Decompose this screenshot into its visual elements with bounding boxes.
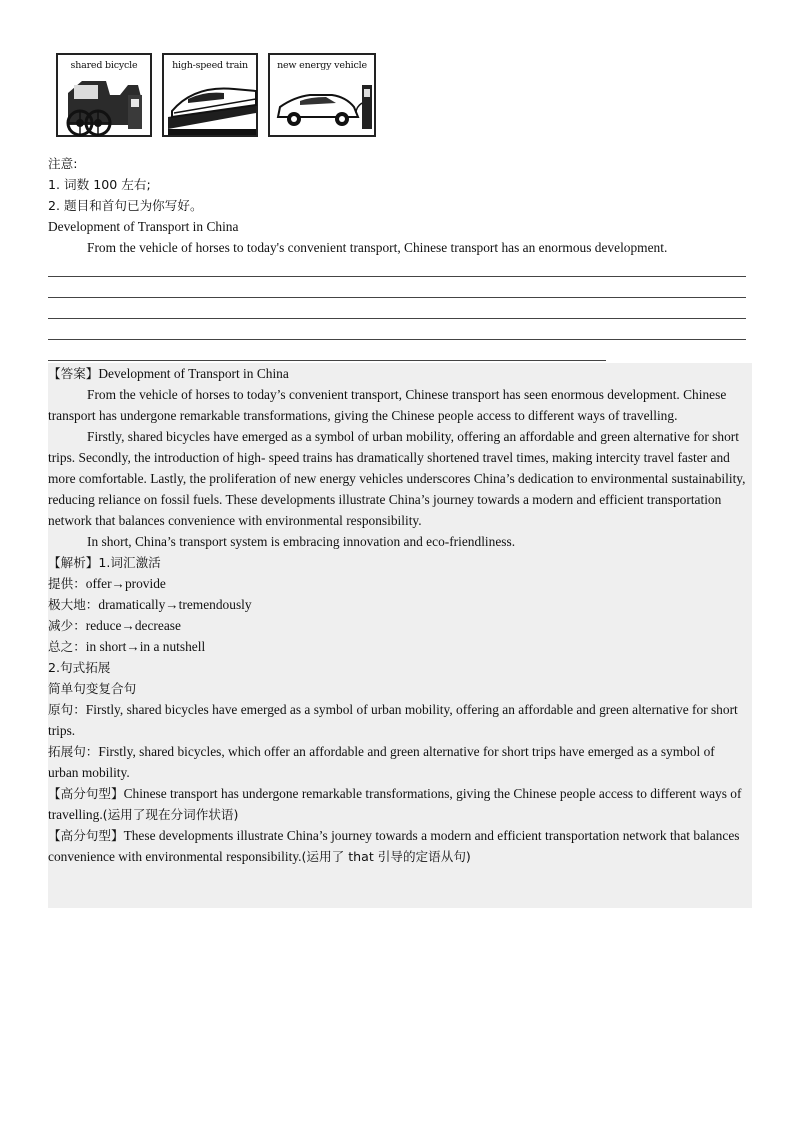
picture-strip bbox=[56, 53, 378, 138]
image-caption: new energy vehicle bbox=[277, 60, 367, 71]
image-caption: high-speed train bbox=[172, 60, 248, 71]
writing-line bbox=[48, 276, 746, 277]
vocab-en: offer→provide bbox=[85, 576, 166, 591]
notes-item-word-count: 1. 词数 100 左右; bbox=[48, 177, 151, 192]
answer-paragraph-2: Firstly, shared bicycles have emerged as a symbol of urban mobility, offering an affordable and green alternative for short trips. Secondly, the introduction of high- speed trains has dramatically shortened travel times, making intercity travel faster and more comfortable. Lastly, the proliferation of new energy vehicles underscores China’s dedication to environmental sustainability, reducing reliance on fossil fuels. These developments illustrate China’s journey towards a modern and efficient transportation network that balances convenience with environmental responsibility. bbox=[48, 429, 746, 528]
vocab-zh: 极大地： bbox=[48, 597, 99, 612]
notes-heading: 注意: bbox=[48, 156, 78, 171]
analysis-heading bbox=[48, 552, 748, 573]
expanded-sentence bbox=[48, 741, 748, 783]
analysis-label: 【解析】 bbox=[48, 555, 99, 570]
image-caption: shared bicycle bbox=[70, 60, 138, 71]
image-panel-carriage bbox=[56, 53, 152, 137]
vocab-item bbox=[48, 615, 748, 636]
writing-line bbox=[48, 297, 746, 298]
vocab-zh: 提供： bbox=[48, 576, 86, 591]
vocab-item bbox=[48, 636, 748, 657]
analysis-section2-sub: 简单句变复合句 bbox=[48, 681, 137, 696]
high-score-note: (运用了现在分词作状语) bbox=[102, 807, 239, 822]
answer-block bbox=[48, 363, 748, 867]
vocab-en: dramatically→tremendously bbox=[98, 597, 252, 612]
electric-car-charging-icon bbox=[270, 55, 378, 139]
horse-carriage-icon bbox=[58, 55, 154, 139]
writing-line bbox=[48, 360, 606, 361]
image-panel-train bbox=[162, 53, 258, 137]
high-score-sentence-2 bbox=[48, 825, 748, 867]
answer-label: 【答案】 bbox=[48, 366, 99, 381]
essay-title: Development of Transport in China bbox=[48, 219, 239, 234]
answer-heading bbox=[48, 363, 748, 384]
high-score-text: Chinese transport has undergone remarkable transformations, giving the Chinese people access to different ways of travelling. bbox=[48, 786, 742, 822]
notes-item-given: 2. 题目和首句已为你写好。 bbox=[48, 198, 203, 213]
vocab-item bbox=[48, 573, 748, 594]
analysis-section2-title: 2.句式拓展 bbox=[48, 660, 111, 675]
vocab-en: reduce→decrease bbox=[85, 618, 181, 633]
answer-paragraph-1: From the vehicle of horses to today’s convenient transport, Chinese transport has seen enormous development. Chinese transport has undergone remarkable transformations, giving the Chinese people access to different ways of travelling. bbox=[48, 387, 727, 423]
vocab-item bbox=[48, 594, 748, 615]
high-score-note: (运用了 that 引导的定语从句) bbox=[301, 849, 471, 864]
expanded-label: 拓展句： bbox=[48, 744, 99, 759]
high-score-label: 【高分句型】 bbox=[48, 828, 124, 843]
vocab-zh: 减少： bbox=[48, 618, 86, 633]
original-sentence bbox=[48, 699, 748, 741]
answer-paragraph-3: In short, China’s transport system is embracing innovation and eco-friendliness. bbox=[87, 534, 516, 549]
analysis-section1-title: 1.词汇激活 bbox=[98, 555, 161, 570]
high-score-sentence-1 bbox=[48, 783, 748, 825]
original-text: Firstly, shared bicycles have emerged as a symbol of urban mobility, offering an affordable and green alternative for short trips. bbox=[48, 702, 738, 738]
high-score-text: These developments illustrate China’s journey towards a modern and efficient transportation network that balances convenience with environmental responsibility. bbox=[48, 828, 740, 864]
high-score-label: 【高分句型】 bbox=[48, 786, 124, 801]
vocab-en: in short→in a nutshell bbox=[85, 639, 206, 654]
writing-line bbox=[48, 339, 746, 340]
vocab-zh: 总之： bbox=[48, 639, 86, 654]
answer-title: Development of Transport in China bbox=[98, 366, 289, 381]
high-speed-train-icon bbox=[164, 55, 260, 139]
essay-first-sentence: From the vehicle of horses to today's convenient transport, Chinese transport has an enormous development. bbox=[87, 240, 668, 255]
writing-line bbox=[48, 318, 746, 319]
original-label: 原句： bbox=[48, 702, 86, 717]
image-panel-car bbox=[268, 53, 376, 137]
expanded-text: Firstly, shared bicycles, which offer an affordable and green alternative for short trips have emerged as a symbol of urban mobility. bbox=[48, 744, 715, 780]
